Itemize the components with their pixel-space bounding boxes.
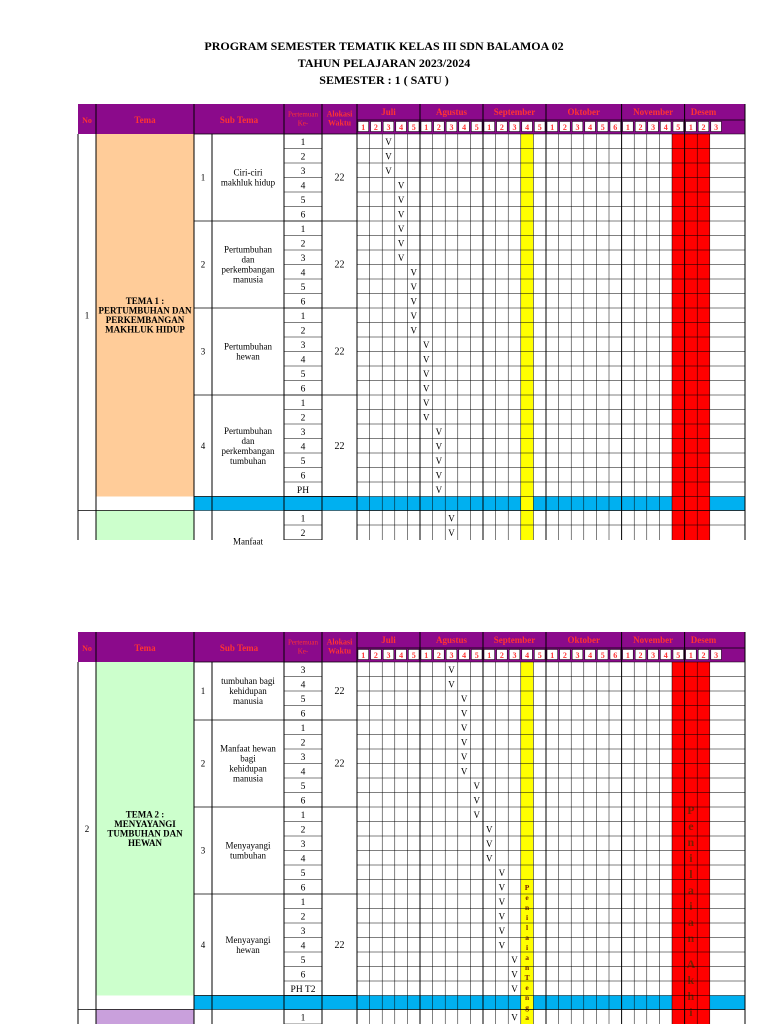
subtema-name: Pertumbuhan — [224, 425, 272, 436]
tema-title: TEMA 1 : — [125, 296, 165, 306]
alokasi-waktu: 22 — [334, 259, 345, 271]
pertemuan-number: 2 — [300, 239, 306, 250]
pts-vertical-letter: a — [525, 953, 529, 962]
schedule-check: V — [498, 911, 506, 922]
pertemuan-number: 2 — [300, 912, 306, 923]
pts-vertical-letter: a — [525, 933, 529, 942]
subtema-number: 4 — [200, 939, 206, 950]
alokasi-waktu: 22 — [334, 758, 345, 770]
subtema-number: 1 — [200, 172, 206, 183]
schedule-check: V — [410, 296, 417, 307]
schedule-check: V — [385, 151, 392, 162]
subtema-name: manusia — [233, 274, 263, 285]
column-tema: Tema — [134, 115, 156, 125]
pas-vertical-letter: i — [689, 1005, 693, 1019]
week-number: 5 — [537, 123, 542, 132]
week-number: 1 — [361, 651, 366, 660]
pertemuan-number: 2 — [300, 152, 306, 163]
schedule-check: V — [473, 810, 480, 820]
schedule-check: V — [397, 224, 405, 234]
pts-vertical-letter: T — [524, 973, 530, 982]
month-label: Juli — [381, 107, 396, 117]
week-number: 5 — [411, 651, 416, 660]
tema-title: TEMA 2 : — [125, 809, 165, 820]
pertemuan-number: 5 — [300, 782, 306, 792]
subtema-name: Manfaat hewan — [220, 743, 276, 754]
pertemuan-number: 1 — [300, 898, 306, 908]
pertemuan-number: 6 — [300, 471, 306, 482]
schedule-check: V — [423, 354, 430, 365]
week-number: 1 — [487, 123, 492, 132]
column-pertemuan: Ke- — [297, 119, 309, 128]
pertemuan-number: 2 — [300, 738, 306, 749]
week-number: 3 — [651, 123, 656, 132]
subtema-name: Ciri-ciri — [233, 167, 263, 178]
schedule-check: V — [397, 195, 405, 205]
pertemuan-number: 6 — [300, 883, 306, 894]
tema-title: PERTUMBUHAN DAN — [98, 305, 192, 316]
subtema-name: dan — [241, 435, 255, 446]
pertemuan-number: 3 — [300, 254, 306, 264]
pertemuan-number: 3 — [300, 167, 306, 177]
schedule-check: V — [435, 456, 443, 466]
week-number: 3 — [386, 651, 391, 660]
tema-title: MAKHLUK HIDUP — [105, 324, 185, 335]
subtema-number: 2 — [200, 259, 206, 270]
week-number: 2 — [638, 651, 643, 660]
tema-number: 1 — [84, 310, 90, 321]
pts-vertical-letter: n — [525, 993, 530, 1002]
semester-label: SEMESTER : 1 ( SATU ) — [319, 73, 449, 87]
week-number: 3 — [512, 651, 517, 660]
pts-vertical-letter: a — [525, 1013, 529, 1022]
table-header — [78, 104, 745, 134]
week-number: 2 — [701, 651, 706, 660]
pas-vertical-letter: k — [687, 973, 695, 987]
pertemuan-number: 4 — [300, 767, 306, 778]
month-label: September — [493, 635, 536, 645]
schedule-check: V — [460, 723, 468, 733]
pertemuan-number: 3 — [300, 927, 306, 937]
pertemuan-number: 3 — [300, 341, 306, 351]
schedule-check: V — [511, 1012, 518, 1023]
schedule-table-tema-1 — [78, 104, 745, 547]
schedule-check: V — [435, 470, 443, 481]
week-number: 6 — [613, 123, 618, 132]
schedule-check: V — [460, 737, 468, 748]
pertemuan-number: 4 — [300, 680, 306, 691]
pertemuan-number: 4 — [300, 181, 306, 192]
alokasi-waktu: 22 — [334, 346, 345, 358]
schedule-check: V — [397, 209, 405, 220]
week-number: 2 — [562, 651, 567, 660]
tema-title: PERKEMBANGAN — [105, 315, 185, 325]
pts-vertical-letter: e — [525, 983, 529, 992]
week-number: 5 — [676, 123, 681, 132]
subtema-name: makhluk hidup — [220, 177, 276, 188]
column-pertemuan: Pertemuan — [288, 638, 318, 647]
pts-vertical-letter: P — [524, 883, 530, 892]
schedule-check: V — [498, 940, 506, 951]
pts-vertical-letter: i — [526, 913, 529, 922]
pertemuan-number: 3 — [300, 840, 306, 850]
schedule-check: V — [423, 383, 430, 394]
pertemuan-number: 5 — [300, 695, 306, 705]
pas-vertical-letter: n — [687, 931, 695, 945]
schedule-check: V — [448, 528, 455, 538]
subtema-name: perkembangan — [221, 264, 275, 275]
pts-vertical-letter: i — [526, 943, 529, 952]
week-number: 3 — [575, 651, 580, 660]
pas-vertical-letter: l — [689, 867, 693, 881]
table-body — [85, 134, 745, 547]
pertemuan-number: 4 — [300, 355, 306, 366]
week-number: 5 — [411, 123, 416, 132]
schedule-check: V — [460, 766, 468, 777]
subtema-name: Menyayangi — [225, 840, 271, 851]
month-label: Agustus — [435, 107, 468, 117]
pertemuan-number: 1 — [300, 724, 306, 734]
month-label: Oktober — [567, 107, 601, 117]
week-number: 3 — [449, 651, 454, 660]
tema-separator — [194, 996, 745, 1010]
schedule-check: V — [498, 882, 506, 893]
week-number: 2 — [373, 123, 378, 132]
week-number: 4 — [462, 651, 467, 660]
schedule-check: V — [435, 441, 443, 452]
schedule-check: V — [511, 955, 518, 965]
schedule-check: V — [423, 340, 430, 350]
alokasi-waktu: 22 — [334, 440, 345, 452]
pertemuan-number: 6 — [300, 796, 306, 807]
week-number: 4 — [399, 123, 404, 132]
schedule-check: V — [448, 679, 455, 690]
schedule-check: V — [397, 180, 405, 191]
tema-title: HEWAN — [127, 838, 163, 848]
tema-title: TUMBUHAN DAN — [107, 828, 183, 839]
subtema-name: perkembangan — [221, 445, 275, 456]
week-number: 1 — [688, 123, 693, 132]
schedule-check: V — [435, 485, 443, 495]
column-pertemuan: Pertemuan — [288, 110, 318, 119]
pertemuan-number: 1 — [300, 514, 306, 525]
pas-vertical-letter: h — [687, 989, 695, 1003]
subtema-name: kehidupan — [229, 763, 267, 774]
pertemuan-number: 5 — [300, 457, 306, 467]
schedule-check: V — [435, 427, 443, 437]
schedule-check: V — [460, 752, 468, 762]
week-number: 2 — [562, 123, 567, 132]
pertemuan-number: 5 — [300, 956, 306, 966]
subtema-number: 2 — [200, 758, 206, 769]
week-number: 3 — [386, 123, 391, 132]
column-alokasi: Alokasi — [326, 637, 353, 647]
schedule-check: V — [410, 325, 417, 336]
month-label: Juli — [381, 635, 396, 645]
schedule-check: V — [511, 969, 518, 980]
pertemuan-number: 2 — [300, 326, 306, 337]
pertemuan-number: 4 — [300, 268, 306, 279]
column-alokasi: Waktu — [327, 118, 352, 128]
subtema-name: Manfaat — [233, 536, 263, 547]
schedule-check: V — [486, 853, 493, 864]
week-number: 1 — [688, 651, 693, 660]
pas-vertical-letter: A — [686, 957, 696, 971]
subtema-number: 3 — [200, 845, 206, 856]
school-year: TAHUN PELAJARAN 2023/2024 — [297, 56, 471, 70]
schedule-check: V — [498, 868, 506, 878]
week-number: 2 — [638, 123, 643, 132]
schedule-check: V — [410, 282, 417, 292]
schedule-check: V — [423, 369, 430, 379]
month-label: November — [633, 107, 674, 117]
week-number: 2 — [373, 651, 378, 660]
pertemuan-number: 5 — [300, 196, 306, 206]
month-label: Oktober — [567, 635, 601, 645]
pertemuan-number: 1 — [300, 399, 306, 409]
column-alokasi: Alokasi — [326, 109, 353, 119]
week-number: 2 — [499, 651, 504, 660]
week-number: 2 — [701, 123, 706, 132]
week-number: 1 — [424, 123, 429, 132]
week-number: 5 — [537, 651, 542, 660]
pts-vertical-letter: n — [525, 903, 530, 912]
pertemuan-number: 1 — [300, 225, 306, 235]
week-number: 5 — [474, 651, 479, 660]
month-label: November — [633, 635, 674, 645]
schedule-table-tema-2 — [78, 632, 745, 1024]
week-number: 1 — [424, 651, 429, 660]
column-subtema: Sub Tema — [219, 115, 259, 125]
subtema-name: tumbuhan bagi — [221, 676, 275, 686]
pertemuan-number: 6 — [300, 970, 306, 981]
pts-vertical-letter: g — [525, 1003, 529, 1012]
pertemuan-number: 3 — [300, 666, 306, 676]
pts-vertical-letter: l — [526, 923, 529, 932]
pertemuan-number: 5 — [300, 370, 306, 380]
week-number: 4 — [525, 651, 530, 660]
pertemuan-number: 6 — [300, 210, 306, 221]
subtema-name: hewan — [236, 944, 260, 955]
pertemuan-number: 1 — [300, 138, 306, 148]
pertemuan-number: 2 — [300, 529, 306, 539]
subtema-name: dan — [241, 254, 255, 265]
pts-vertical-letter: n — [525, 963, 530, 972]
tema-number: 2 — [84, 823, 90, 834]
week-number: 1 — [625, 123, 630, 132]
pertemuan-number: 1 — [300, 312, 306, 322]
pts-vertical-letter: e — [525, 893, 529, 902]
pas-vertical-letter: a — [687, 915, 694, 929]
pas-vertical-letter: i — [689, 899, 693, 913]
pertemuan-number: 2 — [300, 825, 306, 836]
week-number: 3 — [714, 651, 719, 660]
alokasi-waktu: 22 — [334, 172, 345, 184]
week-number: 5 — [600, 651, 605, 660]
week-number: 4 — [462, 123, 467, 132]
week-number: 1 — [550, 651, 555, 660]
week-number: 4 — [525, 123, 530, 132]
week-number: 2 — [499, 123, 504, 132]
pertemuan-number: 6 — [300, 384, 306, 395]
schedule-check: V — [473, 795, 480, 806]
subtema-number: 1 — [200, 686, 206, 696]
week-number: 5 — [600, 123, 605, 132]
week-number: 4 — [663, 651, 668, 660]
schedule-check: V — [448, 513, 455, 524]
subtema-number: 3 — [200, 346, 206, 357]
schedule-check: V — [486, 824, 493, 835]
schedule-check: V — [385, 166, 392, 176]
table-body — [85, 662, 745, 1024]
pertemuan-number: 6 — [300, 297, 306, 308]
pertemuan-number: 3 — [300, 753, 306, 763]
column-alokasi: Waktu — [327, 646, 352, 656]
week-number: 5 — [676, 651, 681, 660]
week-number: 3 — [714, 123, 719, 132]
pertemuan-number: 3 — [300, 428, 306, 438]
week-number: 4 — [588, 123, 593, 132]
month-label: Desem — [690, 107, 717, 117]
schedule-check: V — [460, 708, 468, 719]
month-label: Desem — [690, 635, 717, 645]
pertemuan-number: 6 — [300, 709, 306, 720]
week-number: 2 — [436, 651, 441, 660]
schedule-check: V — [397, 238, 405, 249]
pas-vertical-letter: e — [688, 819, 694, 833]
schedule-check: V — [473, 781, 480, 791]
week-number: 3 — [512, 123, 517, 132]
pertemuan-number: PH T2 — [290, 985, 316, 995]
pertemuan-number: 4 — [300, 941, 306, 952]
subtema-name: Menyayangi — [225, 934, 271, 945]
schedule-check: V — [486, 839, 493, 849]
pertemuan-number: 1 — [300, 811, 306, 821]
week-number: 1 — [550, 123, 555, 132]
pertemuan-number: 4 — [300, 442, 306, 453]
week-number: 4 — [663, 123, 668, 132]
schedule-check: V — [460, 694, 468, 704]
month-label: September — [493, 107, 536, 117]
week-number: 1 — [487, 651, 492, 660]
subtema-name: manusia — [233, 696, 263, 706]
week-number: 3 — [449, 123, 454, 132]
table-header — [78, 632, 745, 662]
month-label: Agustus — [435, 635, 468, 645]
pas-vertical-letter: i — [689, 851, 693, 865]
schedule-check: V — [410, 267, 417, 278]
subtema-name: manusia — [233, 773, 263, 784]
week-number: 2 — [436, 123, 441, 132]
subtema-name: tumbuhan — [230, 455, 266, 466]
schedule-check: V — [423, 412, 430, 423]
pas-vertical-letter: a — [687, 883, 694, 897]
alokasi-waktu: 22 — [334, 686, 345, 697]
subtema-number: 4 — [200, 440, 206, 451]
pertemuan-number: PH — [296, 486, 310, 496]
subtema-name: kehidupan — [229, 686, 267, 696]
schedule-check: V — [511, 984, 518, 994]
pas-vertical-letter: n — [687, 835, 695, 849]
week-number: 1 — [361, 123, 366, 132]
week-number: 1 — [625, 651, 630, 660]
schedule-check: V — [397, 253, 405, 263]
alokasi-waktu: 22 — [334, 939, 345, 951]
schedule-check: V — [410, 311, 417, 321]
week-number: 4 — [588, 651, 593, 660]
column-subtema: Sub Tema — [219, 643, 259, 653]
column-pertemuan: Ke- — [297, 647, 309, 656]
column-no: No — [82, 116, 92, 125]
schedule-check: V — [498, 926, 506, 936]
pertemuan-number: 5 — [300, 869, 306, 879]
pertemuan-number: 1 — [300, 1013, 306, 1024]
week-number: 3 — [575, 123, 580, 132]
pertemuan-number: 2 — [300, 413, 306, 424]
week-number: 5 — [474, 123, 479, 132]
column-tema: Tema — [134, 643, 156, 653]
subtema-name: tumbuhan — [230, 850, 266, 861]
pas-vertical-letter: P — [687, 803, 695, 817]
subtema-name: hewan — [236, 351, 260, 362]
tema-title: MENYAYANGI — [114, 819, 176, 829]
subtema-name: Pertumbuhan — [224, 244, 272, 255]
schedule-check: V — [423, 398, 430, 408]
pertemuan-number: 5 — [300, 283, 306, 293]
week-number: 3 — [651, 651, 656, 660]
week-number: 4 — [399, 651, 404, 660]
document-title: PROGRAM SEMESTER TEMATIK KELAS III SDN BALAMOA 02 — [204, 39, 564, 53]
tema-separator — [194, 497, 745, 511]
column-no: No — [82, 644, 92, 653]
schedule-check: V — [498, 897, 506, 907]
week-number: 6 — [613, 651, 618, 660]
schedule-check: V — [385, 137, 392, 147]
schedule-check: V — [448, 665, 455, 675]
subtema-name: bagi — [240, 753, 256, 764]
pertemuan-number: 4 — [300, 854, 306, 865]
subtema-name: Pertumbuhan — [224, 341, 272, 352]
